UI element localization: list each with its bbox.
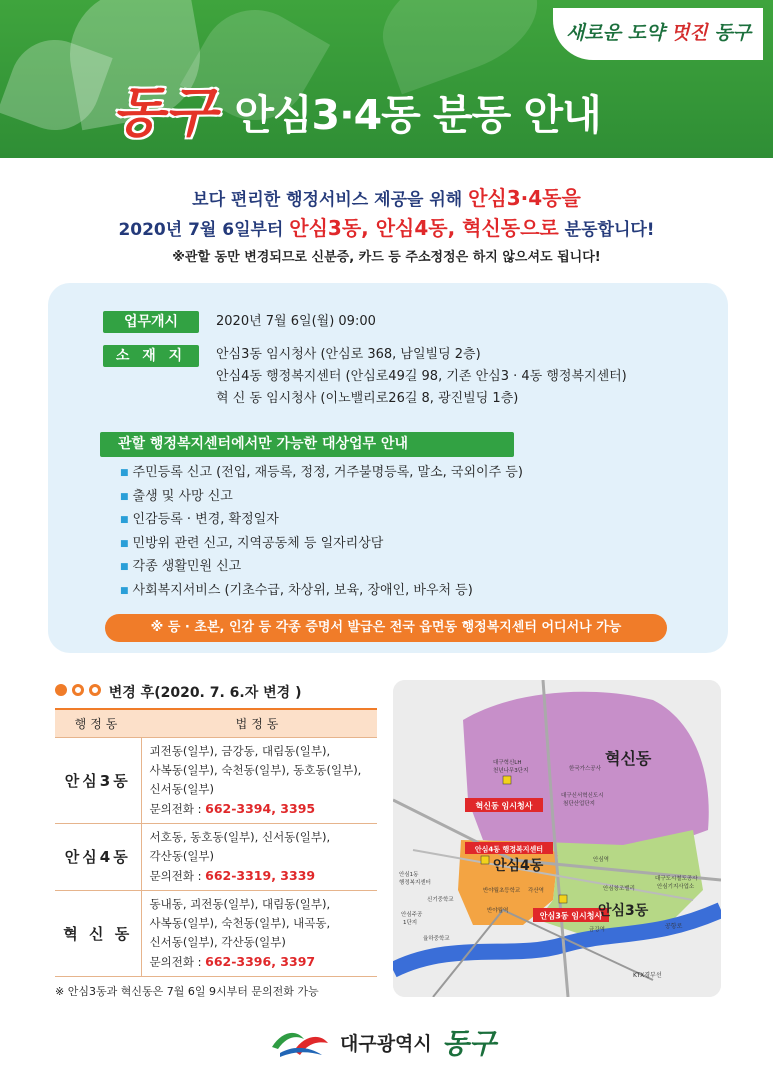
map-label: 한국가스공사 xyxy=(569,766,601,772)
list-item: ■ 민방위 관련 신고, 지역공동체 등 일자리상담 xyxy=(120,532,523,556)
start-value: 2020년 7월 6일(월) 09:00 xyxy=(216,314,376,329)
phone-number: 662-3394, 3395 xyxy=(205,800,316,816)
start-label: 업무개시 xyxy=(103,311,199,333)
map-label: 대구도시철도공사 xyxy=(655,876,698,882)
dong-logo-text: 동구 xyxy=(441,1027,496,1060)
map-label: 천년나무3단지 xyxy=(493,768,529,774)
col-admin-dong: 행정동 xyxy=(55,709,141,737)
change-heading: 변경 후(2020. 7. 6.자 변경 ) xyxy=(55,682,301,702)
location-hyeoksin: 혁 신 동 임시청사 (이노밸리로26길 8, 광진빌딩 1층) xyxy=(216,391,519,406)
map-svg xyxy=(393,680,721,997)
col-legal-dong: 법정동 xyxy=(141,709,377,737)
map-label: 혁신동 임시청사 xyxy=(475,801,533,811)
map-label: 율하중학교 xyxy=(423,936,450,942)
tasks-header: 관할 행정복지센터에서만 가능한 대상업무 안내 xyxy=(100,432,514,457)
map-label: 각산역 xyxy=(528,888,544,894)
building-icon xyxy=(481,856,489,864)
map-label: 금강역 xyxy=(589,927,605,933)
map-label: 대구신서혁신도시 xyxy=(561,793,604,799)
intro-line-2: 2020년 7월 6일부터 안심3동, 안심4동, 혁신동으로 분동합니다! xyxy=(118,216,655,240)
legal-dongs: 동내동, 괴전동(일부), 대림동(일부), 사복동(일부), 숙천동(일부), 내곡동, 신서동(일부), 각산동(일부) 문의전화 : 662-3396, 3397 xyxy=(141,890,377,976)
map-label: KTX경부선 xyxy=(633,972,662,979)
header-banner xyxy=(0,0,773,158)
map-label: 혁신동 xyxy=(605,749,652,768)
map-label: 안심3동 xyxy=(598,903,649,919)
dong-name: 안심3동 xyxy=(55,737,141,823)
list-item: ■ 주민등록 신고 (전입, 재등록, 정정, 거주불명등록, 말소, 국외이주 등) xyxy=(120,461,523,485)
list-item: ■ 각종 생활민원 신고 xyxy=(120,555,523,579)
map-label: 안심3동 임시청사 xyxy=(539,911,603,921)
map-label: 대구혁신LH xyxy=(493,760,522,766)
circle-icon xyxy=(55,684,101,700)
table-row xyxy=(55,890,377,976)
location-ansim4: 안심4동 행정복지센터 (안심로49길 98, 기존 안심3 · 4동 행정복지센터) xyxy=(216,369,627,384)
location-label: 소 재 지 xyxy=(103,345,199,367)
page-title xyxy=(112,70,601,147)
list-item: ■ 사회복지서비스 (기초수급, 차상위, 보육, 장애인, 바우처 등) xyxy=(120,579,523,603)
certificate-notice: ※ 등 · 초본, 인감 등 각종 증명서 발급은 전국 읍면동 행정복지센터 어디서나 가능 xyxy=(105,614,667,642)
map-label: 1단지 xyxy=(403,920,418,926)
map-label: 안심4동 xyxy=(493,858,544,874)
title-text: 안심3·4동 분동 안내 xyxy=(234,91,601,139)
footer-logo xyxy=(270,1022,496,1062)
org-name: 대구광역시 xyxy=(340,1032,432,1055)
map-label: 안심역 xyxy=(593,857,609,863)
legal-dongs: 서호동, 동호동(일부), 신서동(일부), 각산동(일부) 문의전화 : 662-3319, 3339 xyxy=(141,823,377,890)
footnote: ※ 안심3동과 혁신동은 7월 6일 9시부터 문의전화 가능 xyxy=(55,985,319,998)
map-label: 반야월역 xyxy=(487,908,509,914)
map-label: 행정복지센터 xyxy=(399,880,431,886)
map-label: 안심1동 xyxy=(399,872,419,878)
map-label: 안심4동 행정복지센터 xyxy=(474,845,544,854)
address-note: ※관할 동만 변경되므로 신분증, 카드 등 주소정정은 하지 않으셔도 됩니다! xyxy=(172,250,601,265)
list-item: ■ 인감등록 · 변경, 확정일자 xyxy=(120,508,523,532)
phone-number: 662-3319, 3339 xyxy=(205,867,316,883)
change-table xyxy=(55,708,377,977)
building-icon xyxy=(559,895,567,903)
title-dong-logo: 동구 xyxy=(112,80,217,144)
map-label: 신기중학교 xyxy=(427,897,454,903)
map-label: 반야월초등학교 xyxy=(483,888,521,894)
map-label: 첨단산업단지 xyxy=(563,801,595,807)
dong-name: 혁 신 동 xyxy=(55,890,141,976)
map-label: 안심창조밸리 xyxy=(603,886,635,892)
location-ansim3: 안심3동 임시청사 (안심로 368, 남일빌딩 2층) xyxy=(216,347,481,362)
dong-name: 안심4동 xyxy=(55,823,141,890)
list-item: ■ 출생 및 사망 신고 xyxy=(120,485,523,509)
legal-dongs: 괴전동(일부), 금강동, 대림동(일부), 사복동(일부), 숙천동(일부), 동호동(일부), 신서동(일부) 문의전화 : 662-3394, 3395 xyxy=(141,737,377,823)
building-icon xyxy=(503,776,511,784)
map-label: 안심기지사업소 xyxy=(657,884,695,890)
intro-line-1: 보다 편리한 행정서비스 제공을 위해 안심3·4동을 xyxy=(192,186,581,210)
map-label: 공항로 xyxy=(665,923,683,930)
map-label: 안심주공 xyxy=(401,912,423,918)
district-map xyxy=(393,680,721,997)
table-row xyxy=(55,737,377,823)
slogan: 새로운 도약 멋진 동구 xyxy=(565,22,751,44)
phone-number: 662-3396, 3397 xyxy=(205,953,316,969)
location-list xyxy=(216,344,627,410)
daegu-logo-icon xyxy=(270,1025,330,1059)
table-row xyxy=(55,823,377,890)
task-list xyxy=(120,461,523,602)
